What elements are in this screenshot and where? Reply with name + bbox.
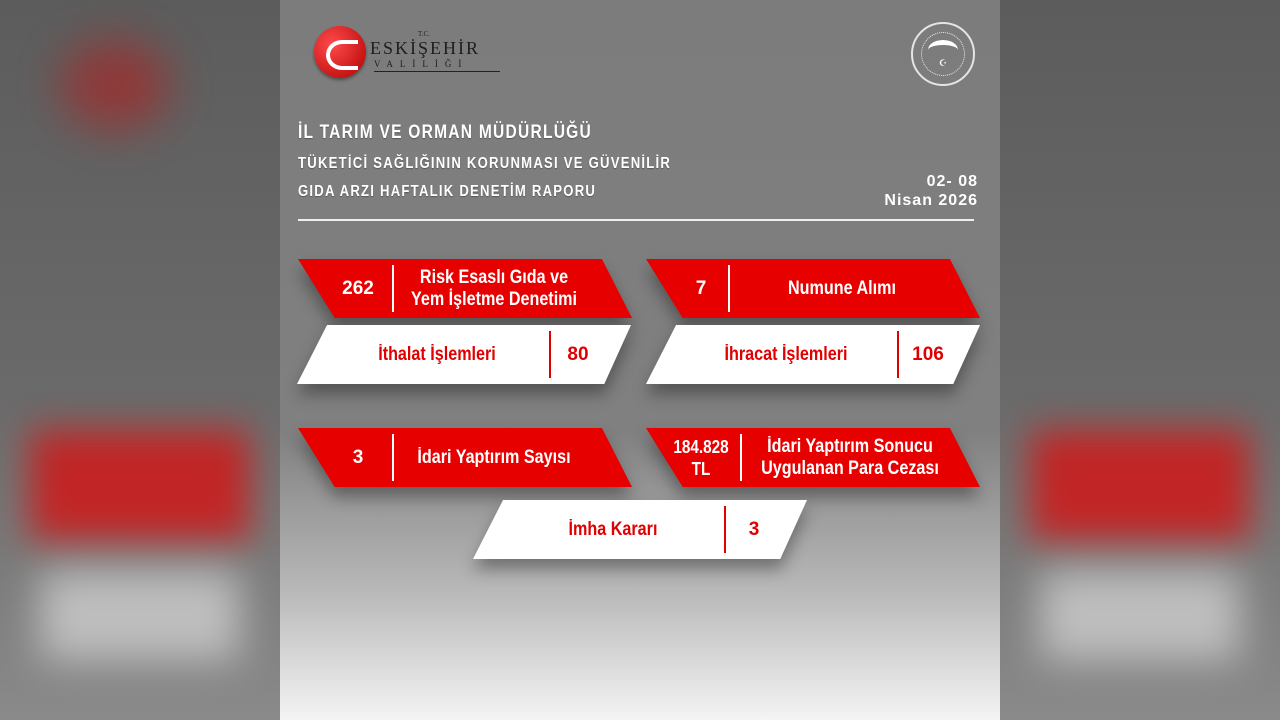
stat-card-destruction xyxy=(473,500,807,559)
ministry-seal-icon: ☪ xyxy=(911,22,975,86)
stat-label: İmha Kararı xyxy=(568,518,658,540)
report-panel xyxy=(280,0,1000,720)
logo-tc: T.C. xyxy=(418,30,430,38)
stat-card-exports xyxy=(646,325,980,384)
stat-value: 7 xyxy=(695,277,707,299)
stat-card-sanctions xyxy=(298,428,632,487)
divider xyxy=(298,219,974,221)
title-line-2: TÜKETİCİ SAĞLIĞININ KORUNMASI VE GÜVENİLİR xyxy=(298,155,672,172)
stat-value: 184.828 TL xyxy=(673,436,729,479)
stat-card-sampling xyxy=(646,259,980,318)
stat-label: Numune Alımı xyxy=(788,277,896,299)
blurred-background-right xyxy=(1000,0,1280,720)
stat-card-fines xyxy=(646,428,980,487)
stat-value: 262 xyxy=(342,277,374,299)
title-line-1: İL TARIM VE ORMAN MÜDÜRLÜĞÜ xyxy=(298,122,593,143)
date-range: 02- 08 xyxy=(926,173,978,190)
stat-value: 80 xyxy=(567,343,589,365)
logo-emblem-icon xyxy=(314,26,366,78)
stat-label: İhracat İşlemleri xyxy=(724,343,848,365)
eskisehir-valiligi-logo xyxy=(314,26,481,82)
stat-label: İthalat İşlemleri xyxy=(378,343,496,365)
report-date xyxy=(884,172,978,210)
logo-sub: VALİLİĞİ xyxy=(374,59,500,72)
stat-card-risk-inspection xyxy=(298,259,632,318)
stat-value: 106 xyxy=(912,343,944,365)
stat-label: Risk Esaslı Gıda ve Yem İşletme Denetimi xyxy=(410,266,578,310)
stat-label: İdari Yaptırım Sayısı xyxy=(417,446,571,468)
stat-value: 3 xyxy=(352,446,364,468)
date-month: Nisan 2026 xyxy=(884,192,978,209)
title-line-3: GIDA ARZI HAFTALIK DENETİM RAPORU xyxy=(298,183,597,200)
logo-city: ESKİŞEHİR xyxy=(370,38,481,58)
stat-card-imports xyxy=(297,325,631,384)
stat-label: İdari Yaptırım Sonucu Uygulanan Para Cezası xyxy=(761,435,939,479)
stat-value: 3 xyxy=(748,518,760,540)
blurred-background-left xyxy=(0,0,280,720)
